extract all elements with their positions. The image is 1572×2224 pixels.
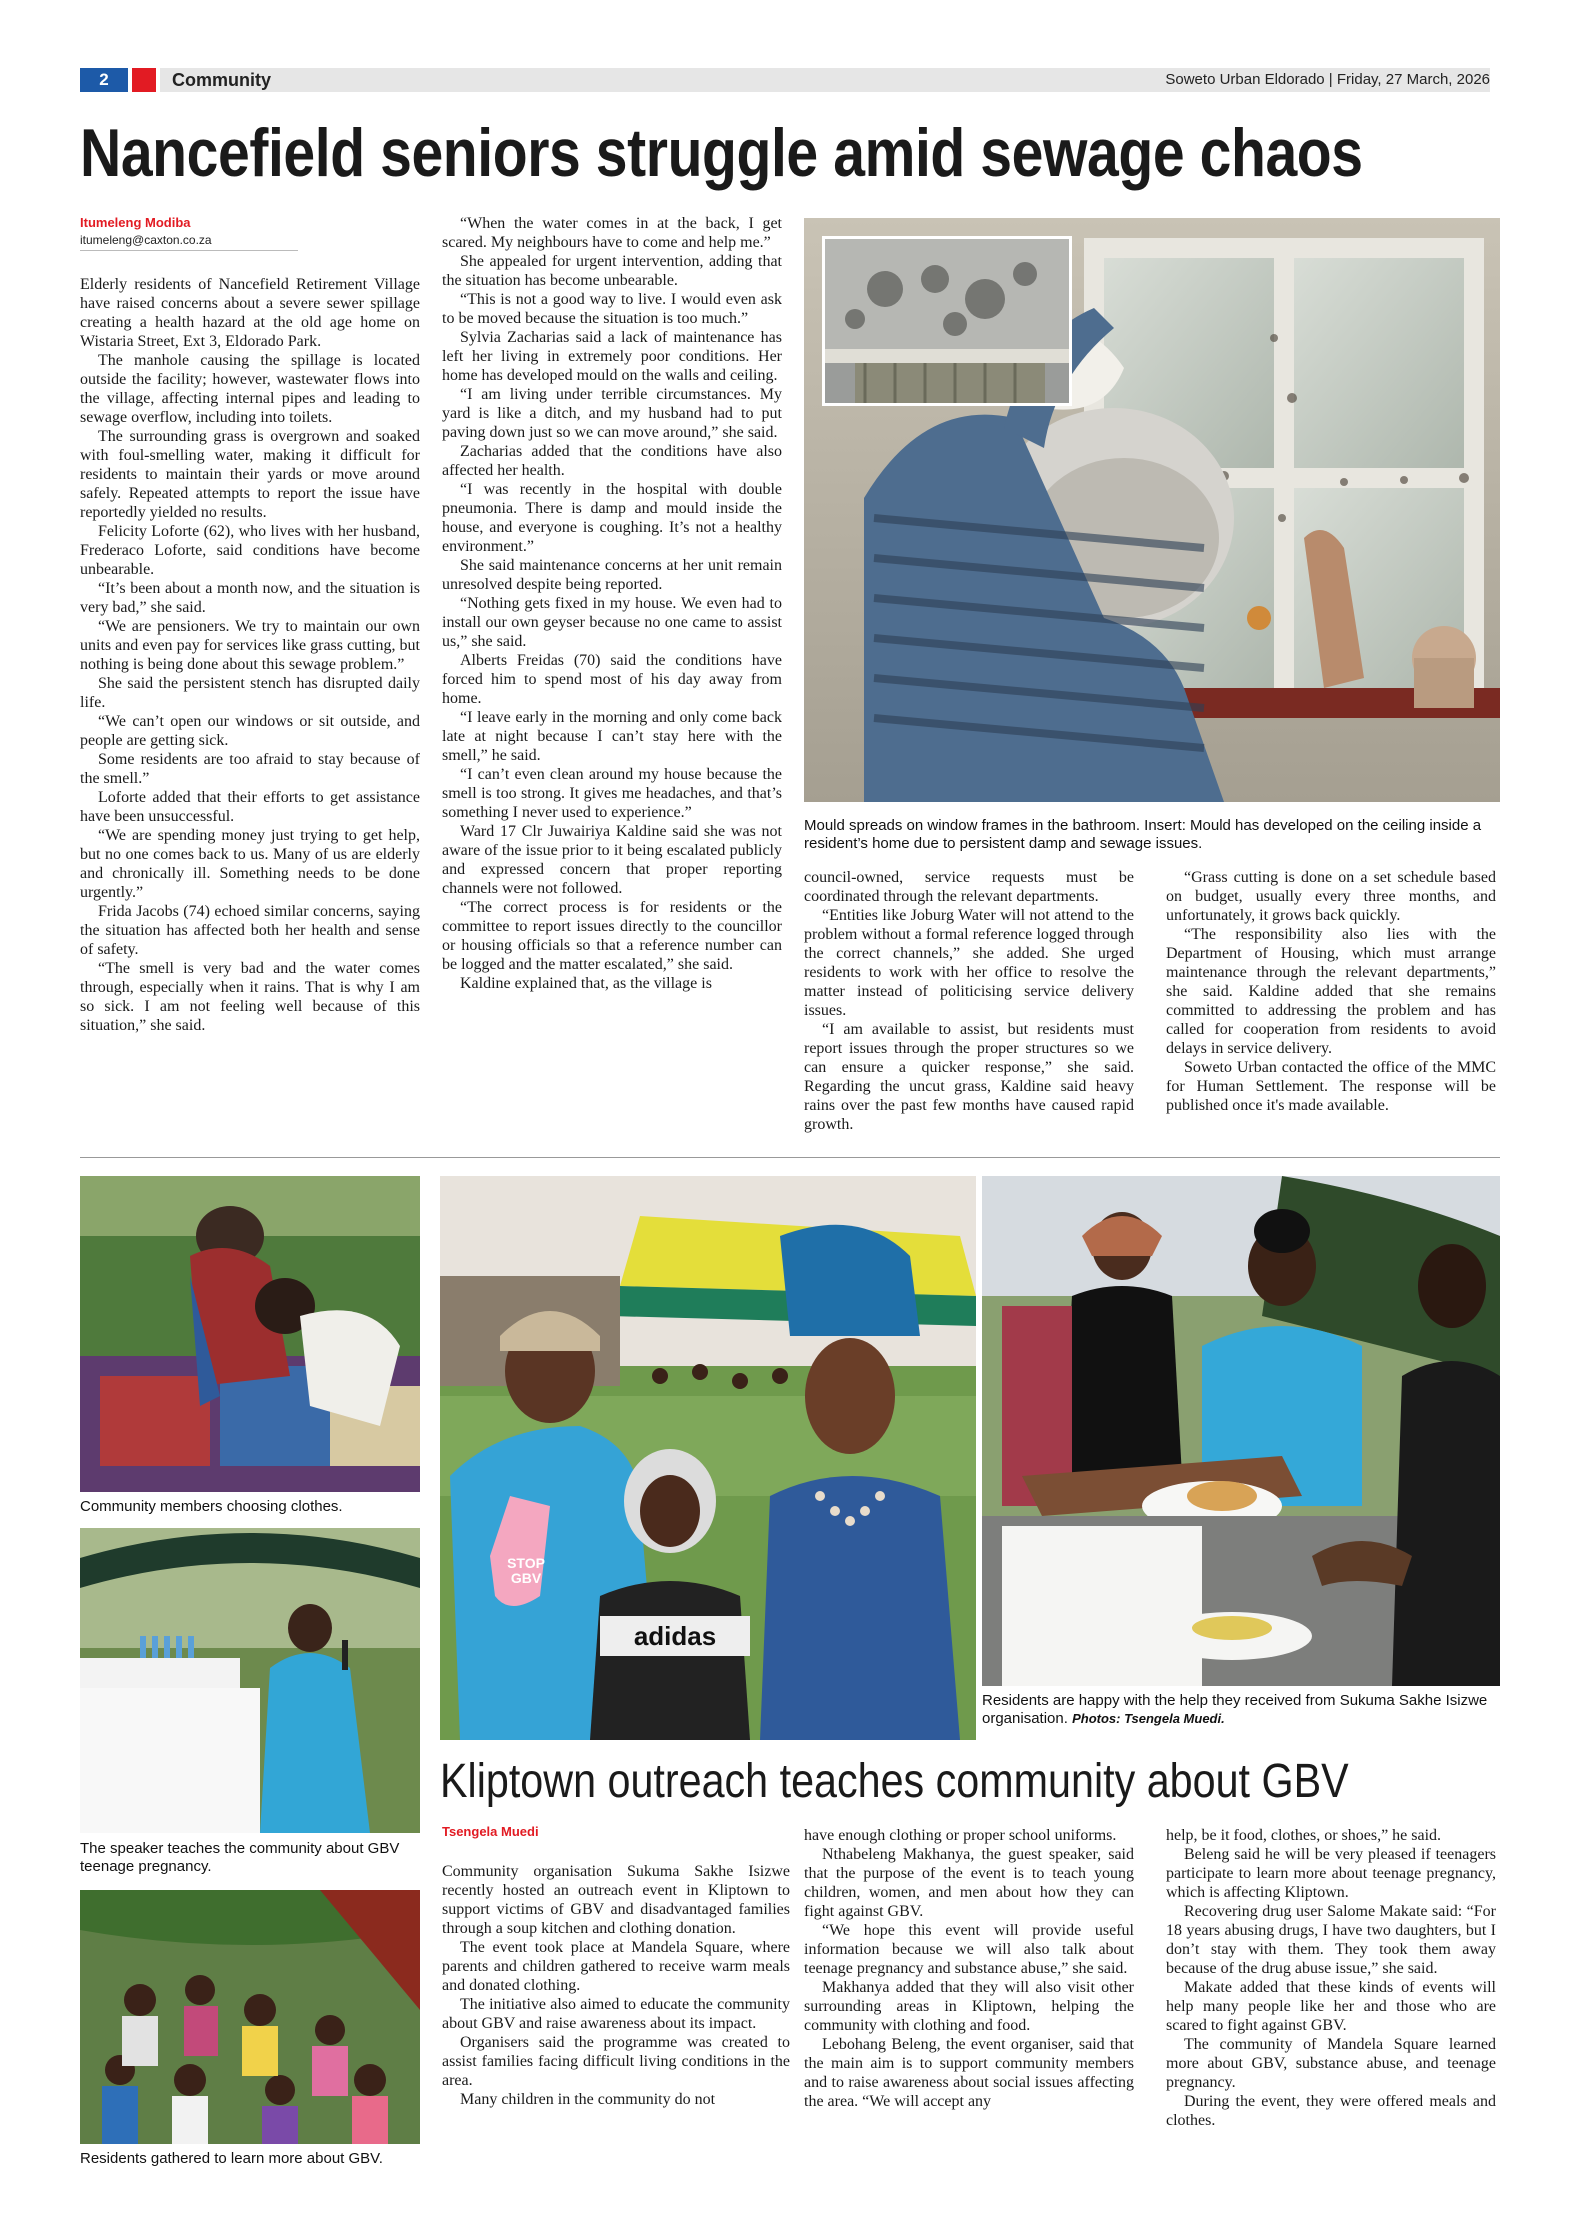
caption-residents-happy-text: Residents are happy with the help they received from Sukuma Sakhe Isizwe organisation. xyxy=(982,1692,1488,1727)
headline: Nancefield seniors struggle amid sewage chaos xyxy=(80,115,1363,191)
paragraph: Nthabeleng Makhanya, the guest speaker, said that the purpose of the event is to teach young children, women, and men about how they can fight against GBV. xyxy=(804,1846,1134,1920)
paragraph: Alberts Freidas (70) said the conditions have forced him to spend most of his day away from home. xyxy=(442,652,782,707)
paragraph: “We are spending money just trying to get help, but no one comes back to us. Many of us are elderly and chronically ill. Something needs to be done urgently.” xyxy=(80,827,420,901)
article1-column-4 xyxy=(1166,868,1496,1115)
paragraph: Soweto Urban contacted the office of the MMC for Human Settlement. The response will be published once it's made available. xyxy=(1166,1059,1496,1114)
paragraph: “Grass cutting is done on a set schedule based on budget, usually every three months, and unfortunately, it grows back quickly. xyxy=(1166,869,1496,924)
paragraph: She appealed for urgent intervention, adding that the situation has become unbearable. xyxy=(442,253,782,289)
article1-column-3 xyxy=(804,868,1134,1134)
section-divider xyxy=(80,1157,1500,1158)
paragraph: Many children in the community do not xyxy=(460,2091,716,2108)
paragraph: The community of Mandela Square learned more about GBV, substance abuse, and teenage pregnancy. xyxy=(1166,2036,1496,2091)
article1-column-2 xyxy=(442,214,782,993)
main-photo-caption: Mould spreads on window frames in the bathroom. Insert: Mould has developed on the ceiling inside a resident’s home due to persistent damp and sewage issues. xyxy=(804,817,1482,852)
article2-column-1 xyxy=(442,1862,790,2109)
paragraph: The surrounding grass is overgrown and soaked with foul-smelling water, making it difficult for residents to maintain their yards or move around safely. Repeated attempts to report the issue have reportedly yielded no results. xyxy=(80,428,420,521)
author-email: itumeleng@caxton.co.za xyxy=(80,233,212,247)
paragraph: “I can’t even clean around my house because the smell is too strong. It gives me headaches, and that’s something I never used to experience.” xyxy=(442,766,782,821)
section-marker xyxy=(132,68,156,92)
masthead: Soweto Urban Eldorado | Friday, 27 March, 2026 xyxy=(1165,71,1490,88)
caption-choosing-clothes: Community members choosing clothes. xyxy=(80,1498,343,1515)
photo-choosing-clothes xyxy=(80,1176,420,1492)
page-number: 2 xyxy=(80,68,128,92)
paragraph: “I was recently in the hospital with double pneumonia. There is damp and mould inside the house, and everyone is coughing. It’s not a healthy environment.” xyxy=(442,481,782,555)
section-label: Community xyxy=(172,70,271,90)
paragraph: Loforte added that their efforts to get assistance have been unsuccessful. xyxy=(80,789,420,825)
paragraph: The manhole causing the spillage is located outside the facility; however, wastewater flows into the village, affecting internal pipes and leading to sewage overflow, including into toilets. xyxy=(80,352,420,426)
paragraph: “I am available to assist, but residents must report issues through the proper structures so we can ensure a quicker response,” she said. Regarding the uncut grass, Kaldine said heavy rains over the past few months have caused rapid growth. xyxy=(804,1021,1134,1133)
paragraph: During the event, they were offered meals and clothes. xyxy=(1166,2093,1496,2129)
byline-rule xyxy=(80,250,298,251)
paragraph: Ward 17 Clr Juwairiya Kaldine said she was not aware of the issue prior to it being escalated publicly and expressed concern that proper reporting channels were not followed. xyxy=(442,823,782,897)
byline: Itumeleng Modiba xyxy=(80,215,191,230)
paragraph: Frida Jacobs (74) echoed similar concerns, saying the situation has affected both her health and sense of safety. xyxy=(80,903,420,958)
paragraph: She said maintenance concerns at her unit remain unresolved despite being reported. xyxy=(442,557,782,593)
paragraph: council-owned, service requests must be coordinated through the relevant departments. xyxy=(804,869,1134,905)
article2-column-3 xyxy=(1166,1826,1496,2130)
paragraph: Sylvia Zacharias said a lack of maintenance has left her living in extremely poor conditions. Her home has developed mould on the walls and ceiling. xyxy=(442,329,782,384)
paragraph: Makhanya added that they will also visit other surrounding areas in Kliptown, helping the community with clothing and food. xyxy=(804,1979,1134,2034)
stop-gbv-print: STOP GBV xyxy=(507,1555,545,1586)
paragraph: She said the persistent stench has disrupted daily life. xyxy=(80,675,420,711)
paragraph: Zacharias added that the conditions have also affected her health. xyxy=(442,443,782,479)
paragraph: Beleng said he will be very pleased if teenagers participate to learn more about teenage pregnancy, which is affecting Kliptown. xyxy=(1166,1846,1496,1901)
paragraph: Recovering drug user Salome Makate said: “For 18 years abusing drugs, I have two daughters, but I don’t stay with them. They took them away because of the drug abuse issue,” she said. xyxy=(1166,1903,1496,1977)
photo-food-serving xyxy=(982,1176,1500,1686)
paragraph: “When the water comes in at the back, I get scared. My neighbours have to come and help me.” xyxy=(442,215,782,251)
inset-photo-mouldy-ceiling xyxy=(822,236,1072,406)
photo-credit: Photos: Tsengela Muedi. xyxy=(1072,1711,1225,1726)
paragraph: “Entities like Joburg Water will not attend to the problem without a formal reference logged through the correct channels,” she added. She urged residents to work with her office to resolve the matter instead of politicising service delivery issues. xyxy=(804,907,1134,1019)
caption-speaker: The speaker teaches the community about GBV teenage pregnancy. xyxy=(80,1840,400,1875)
photo-family-stop-gbv xyxy=(440,1176,976,1740)
paragraph: “I am living under terrible circumstances. My yard is like a ditch, and my husband had to put paving down just so we can move around,” she said. xyxy=(442,386,782,441)
article1-column-1 xyxy=(80,275,420,1035)
paragraph: “We are pensioners. We try to maintain our own units and even pay for services like grass cutting, but nothing is being done about this sewage problem.” xyxy=(80,618,420,673)
photo-speaker xyxy=(80,1528,420,1833)
paragraph: Organisers said the programme was created to assist families facing difficult living conditions in the area. xyxy=(442,2034,790,2089)
caption-residents-gathered: Residents gathered to learn more about GBV. xyxy=(80,2150,383,2167)
paragraph: The initiative also aimed to educate the community about GBV and raise awareness about its impact. xyxy=(442,1996,790,2032)
paragraph: “Nothing gets fixed in my house. We even had to install our own geyser because no one came to assist us,” she said. xyxy=(442,595,782,650)
shirt-print: adidas xyxy=(633,1621,717,1651)
main-photo-mould-window xyxy=(804,218,1500,802)
paragraph: help, be it food, clothes, or shoes,” he said. xyxy=(1166,1827,1442,1844)
paragraph: “It’s been about a month now, and the situation is very bad,” she said. xyxy=(80,580,420,616)
paragraph: “The correct process is for residents or the committee to report issues directly to the councillor or housing officials so that a reference number can be logged and the matter escalated,” she said. xyxy=(442,899,782,973)
caption-residents-happy xyxy=(982,1692,1500,1728)
paragraph: Community organisation Sukuma Sakhe Isizwe recently hosted an outreach event in Kliptown to support victims of GBV and disadvantaged families through a soup kitchen and clothing donation. xyxy=(442,1863,790,1937)
byline-block xyxy=(80,214,420,251)
photo-residents-gathered xyxy=(80,1890,420,2144)
byline-kliptown: Tsengela Muedi xyxy=(442,1824,539,1839)
article2-column-2 xyxy=(804,1826,1134,2111)
paragraph: “This is not a good way to live. I would even ask to be moved because the situation is too much.” xyxy=(442,291,782,327)
paragraph: “We hope this event will provide useful information because we will also talk about teenage pregnancy and substance abuse,” she said. xyxy=(804,1922,1134,1977)
paragraph: “The smell is very bad and the water comes through, especially when it rains. That is why I am so sick. I am not feeling well because of this situation,” she said. xyxy=(80,960,420,1034)
paragraph: The event took place at Mandela Square, where parents and children gathered to receive warm meals and donated clothing. xyxy=(442,1939,790,1994)
headline-kliptown: Kliptown outreach teaches community about GBV xyxy=(440,1755,1349,1808)
paragraph: Lebohang Beleng, the event organiser, said that the main aim is to support community members and to raise awareness about social issues affecting the area. “We will accept any xyxy=(804,2036,1134,2110)
paragraph: Felicity Loforte (62), who lives with her husband, Frederaco Loforte, said conditions have become unbearable. xyxy=(80,523,420,578)
paragraph: Kaldine explained that, as the village is xyxy=(460,975,712,992)
paragraph: “We can’t open our windows or sit outside, and people are getting sick. xyxy=(80,713,420,749)
paragraph: have enough clothing or proper school uniforms. xyxy=(804,1827,1117,1844)
paragraph: “The responsibility also lies with the Department of Housing, which must arrange maintenance through the relevant departments,” she said. Kaldine added that she remains committed to addressing the problem and has called for cooperation from residents to avoid delays in service delivery. xyxy=(1166,926,1496,1057)
paragraph: “I leave early in the morning and only come back late at night because I can’t stay here with the smell,” he said. xyxy=(442,709,782,764)
paragraph: Elderly residents of Nancefield Retirement Village have raised concerns about a severe sewer spillage creating a health hazard at the old age home on Wistaria Street, Ext 3, Eldorado Park. xyxy=(80,276,420,350)
paragraph: Some residents are too afraid to stay because of the smell.” xyxy=(80,751,420,787)
paragraph: Makate added that these kinds of events will help many people like her and those who are scared to fight against GBV. xyxy=(1166,1979,1496,2034)
